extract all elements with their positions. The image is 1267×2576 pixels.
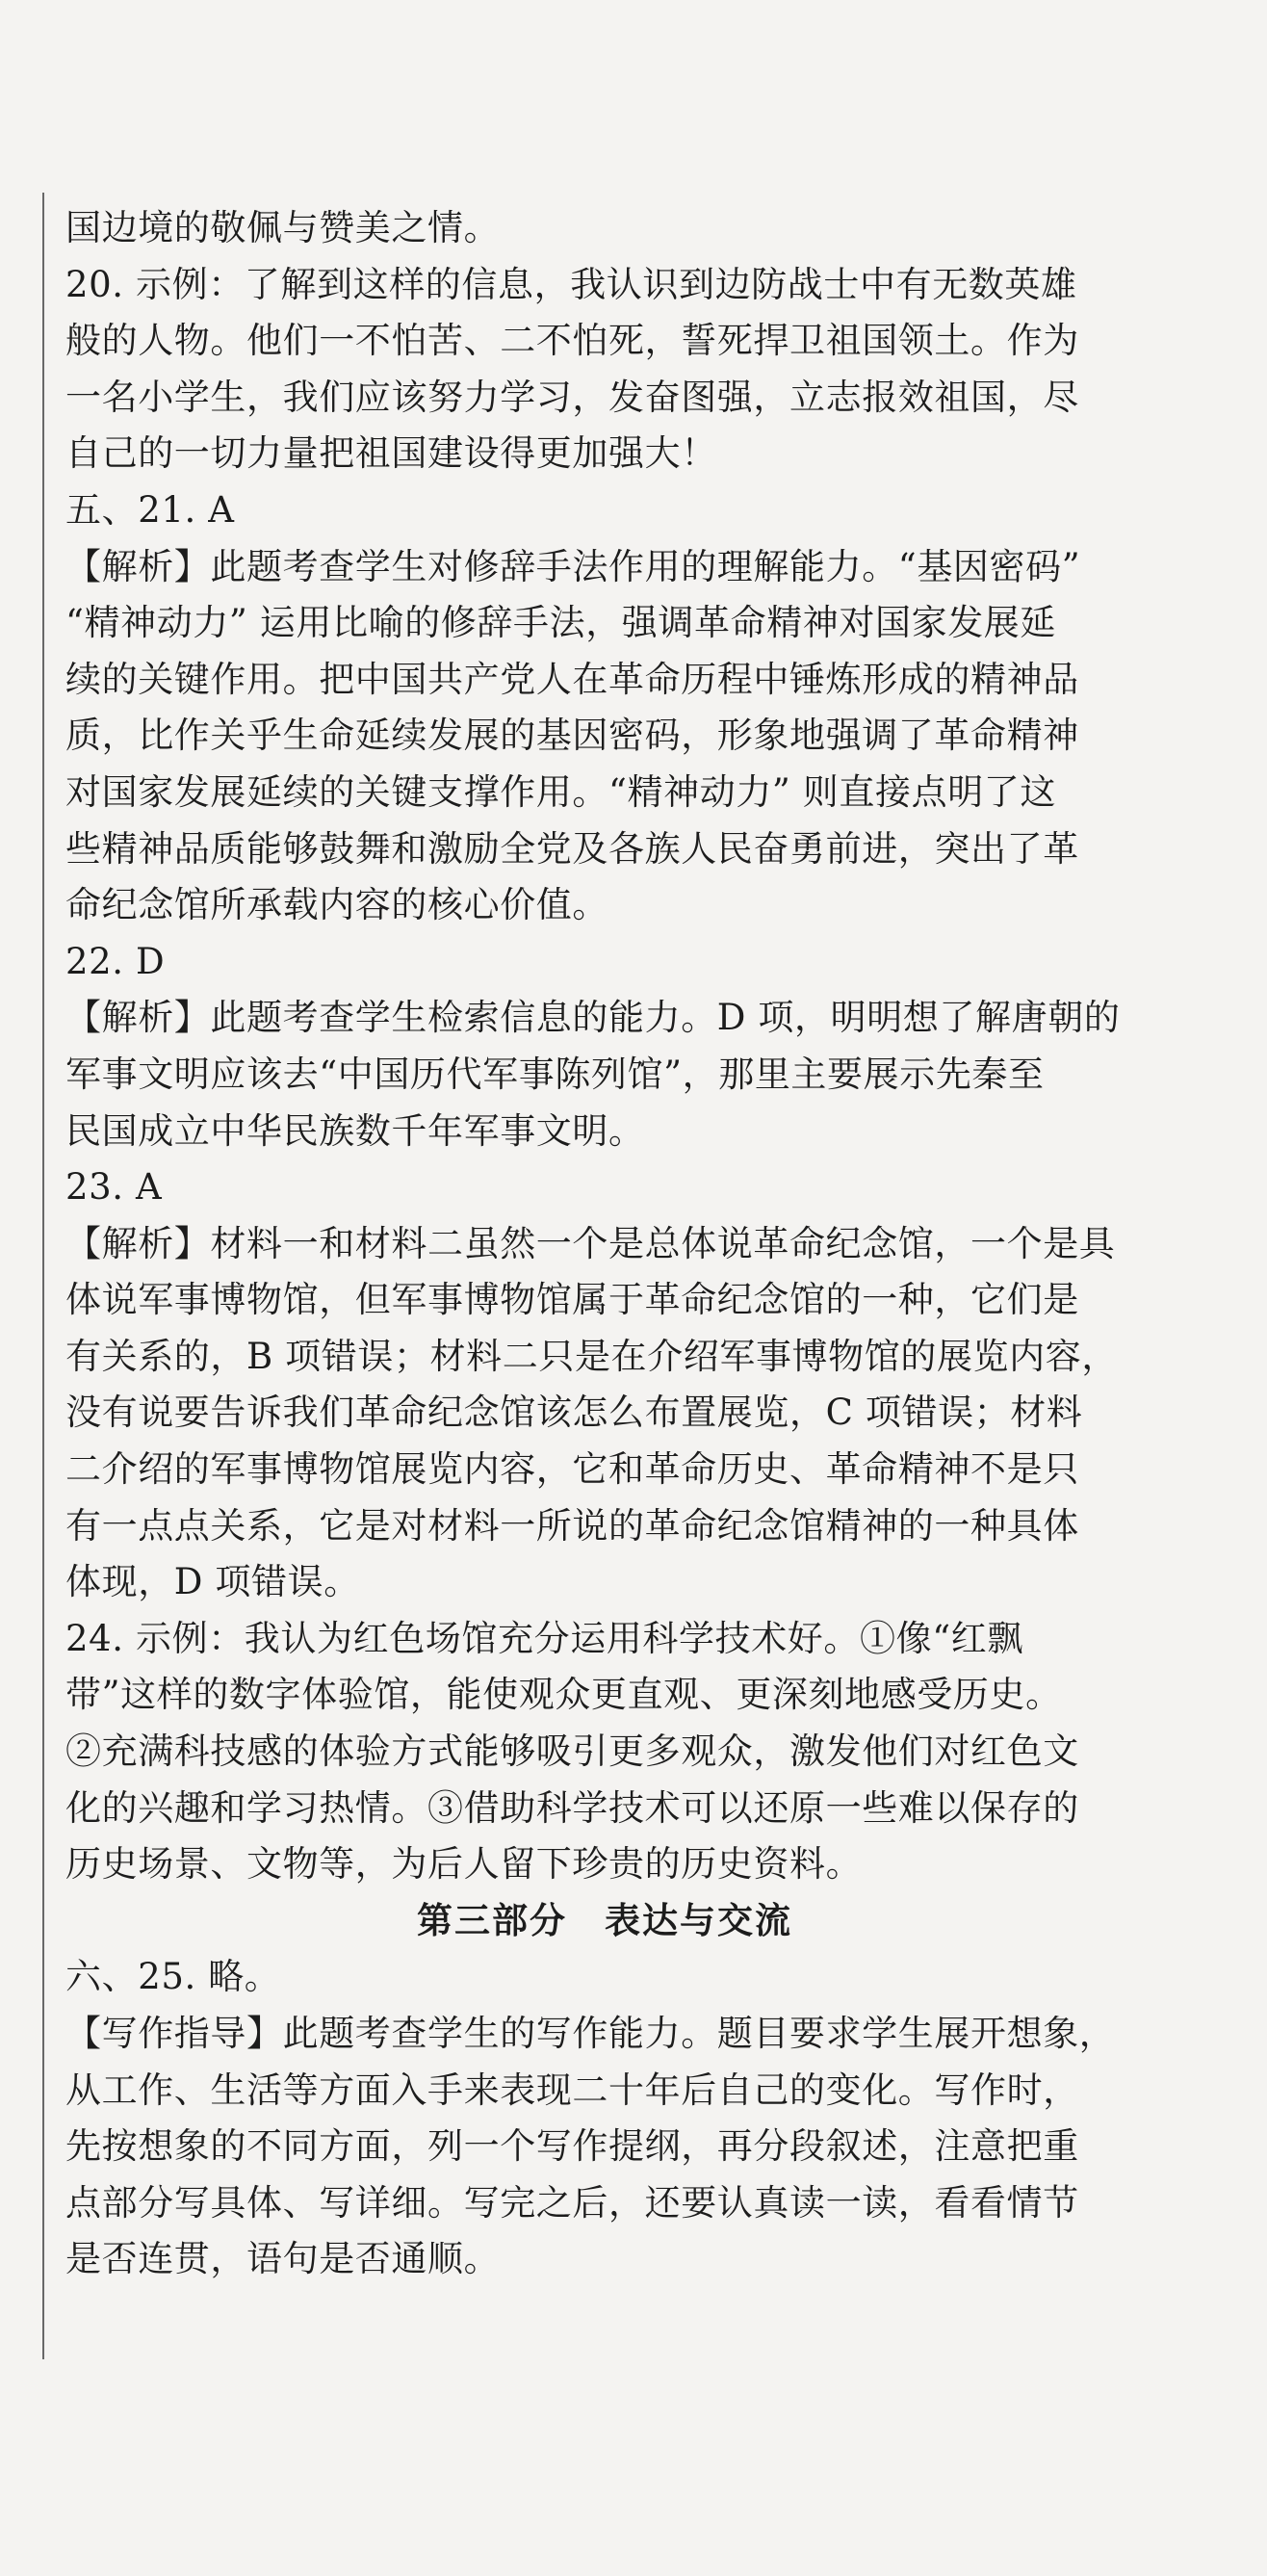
text-line: 是否连贯，语句是否通顺。 <box>65 2238 501 2280</box>
text-line: 军事文明应该去“中国历代军事陈列馆”，那里主要展示先秦至 <box>65 1053 1045 1095</box>
text-line: 民国成立中华民族数千年军事文明。 <box>65 1109 645 1152</box>
answer-25-line: 六、25. 略。 <box>65 1956 281 1998</box>
text-line: 般的人物。他们一不怕苦、二不怕死，誓死捍卫祖国领土。作为 <box>65 320 1079 362</box>
text-line: 自己的一切力量把祖国建设得更加强大！ <box>65 432 717 475</box>
text-line: 点部分写具体、写详细。写完之后，还要认真读一读，看看情节 <box>65 2181 1079 2224</box>
text-line: 二介绍的军事博物馆展览内容，它和革命历史、革命精神不是只 <box>65 1448 1079 1491</box>
text-line: 从工作、生活等方面入手来表现二十年后自己的变化。写作时， <box>65 2069 1079 2111</box>
text-line: “精神动力” 运用比喻的修辞手法，强调革命精神对国家发展延 <box>65 602 1056 644</box>
analysis-21-line: 【解析】此题考查学生对修辞手法作用的理解能力。“基因密码” <box>65 545 1081 587</box>
binding-margin-line <box>42 193 44 2359</box>
answer-text-block <box>65 200 1144 2288</box>
text-line: 体现，D 项错误。 <box>65 1561 360 1603</box>
answer-21-line: 五、21. A <box>65 488 235 531</box>
answer-23-line: 23. A <box>65 1166 163 1209</box>
section-heading: 第三部分 表达与交流 <box>417 1899 792 1941</box>
text-line: 命纪念馆所承载内容的核心价值。 <box>65 884 608 926</box>
text-line: 化的兴趣和学习热情。③借助科学技术可以还原一些难以保存的 <box>65 1786 1079 1829</box>
text-line: 先按想象的不同方面，列一个写作提纲，再分段叙述，注意把重 <box>65 2125 1079 2168</box>
text-line: 体说军事博物馆，但军事博物馆属于革命纪念馆的一种，它们是 <box>65 1279 1079 1321</box>
analysis-22-line: 【解析】此题考查学生检索信息的能力。D 项，明明想了解唐朝的 <box>65 997 1121 1039</box>
text-line: 质，比作关乎生命延续发展的基因密码，形象地强调了革命精神 <box>65 715 1079 757</box>
text-line: 些精神品质能够鼓舞和激励全党及各族人民奋勇前进，突出了革 <box>65 827 1079 870</box>
text-line: 有一点点关系，它是对材料一所说的革命纪念馆精神的一种具体 <box>65 1504 1079 1547</box>
text-line: 对国家发展延续的关键支撑作用。“精神动力” 则直接点明了这 <box>65 770 1056 813</box>
writing-guide-line: 【写作指导】此题考查学生的写作能力。题目要求学生展开想象， <box>65 2013 1116 2054</box>
answer-24-line: 24. 示例：我认为红色场馆充分运用科学技术好。①像“红飘 <box>65 1617 1023 1659</box>
text-line: 一名小学生，我们应该努力学习，发奋图强，立志报效祖国，尽 <box>65 376 1079 418</box>
text-line: 续的关键作用。把中国共产党人在革命历程中锤炼形成的精神品 <box>65 658 1079 700</box>
text-line: 历史场景、文物等，为后人留下珍贵的历史资料。 <box>65 1843 863 1886</box>
answer-20-line: 20. 示例：了解到这样的信息，我认识到边防战士中有无数英雄 <box>65 263 1077 305</box>
text-line: 没有说要告诉我们革命纪念馆该怎么布置展览，C 项错误；材料 <box>65 1392 1083 1434</box>
text-line: 国边境的敬佩与赞美之情。 <box>65 207 501 248</box>
text-line: 有关系的，B 项错误；材料二只是在介绍军事博物馆的展览内容， <box>65 1335 1118 1377</box>
answer-22-line: 22. D <box>65 940 166 982</box>
text-line: ②充满科技感的体验方式能够吸引更多观众，激发他们对红色文 <box>65 1730 1079 1773</box>
analysis-23-line: 【解析】材料一和材料二虽然一个是总体说革命纪念馆，一个是具 <box>65 1222 1116 1264</box>
text-line: 带”这样的数字体验馆，能使观众更直观、更深刻地感受历史。 <box>65 1674 1062 1716</box>
